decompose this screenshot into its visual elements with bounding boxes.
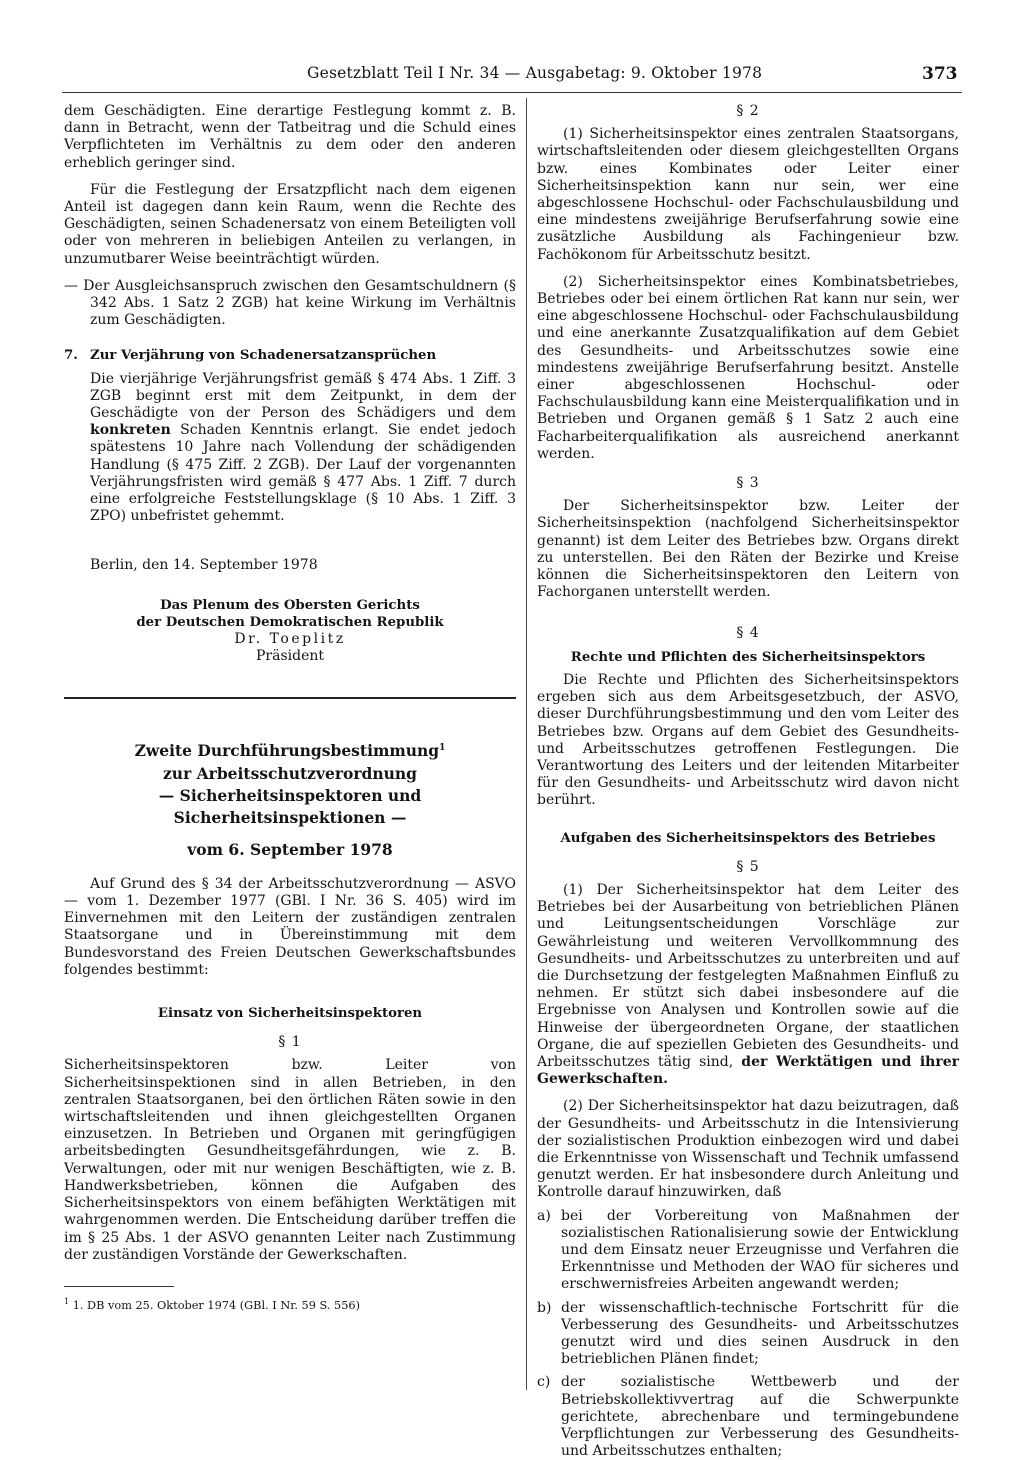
text-run: (1) Der Sicherheitsinspektor hat dem Leiter des Betriebes bei der Ausarbeitung von betrieblichen Plänen und Leitungsentscheidungen Vorschläge zur Gewährleistung und weiteren Vervollkommnung des Gesundheits- und Arbeitsschutzes zu unterbreiten und auf die Durchsetzung der festgelegten Maßnahmen Einfluß zu nehmen. Er stützt sich dabei insbesondere auf die Ergebnisse von Analysen und Kontrollen sowie auf die Hinweise der übergeordneten Organe, der staatlichen Organe, die auf speziellen Gebieten des Gesundheits- und Arbeitsschutzes tätig sind, [537, 881, 959, 1070]
list-label: c) [537, 1374, 551, 1391]
section-7-heading [64, 347, 516, 364]
heading-einsatz: Einsatz von Sicherheitsinspektoren [157, 1006, 423, 1022]
preamble: Auf Grund des § 34 der Arbeitsschutzverordnung — ASVO — vom 1. Dezember 1977 (GBl. I Nr. 36 S. 405) wird im Einvernehmen mit den Leitern der zuständigen zentralen Staatsorgane und in Übereinstimmung mit dem Bundesvorstand des Freien Deutschen Gewerkschaftsbundes folgendes bestimmt: [64, 875, 516, 978]
paragraph-5-label: § 5 [736, 858, 760, 875]
bold-run: der Werktätigen und ihrer Gewerkschaften. [537, 1053, 959, 1088]
paragraph: Die Rechte und Pflichten des Sicherheitsinspektors ergeben sich aus dem Arbeitsgesetzbuch, der ASVO, dieser Durchführungsbestimmung und den vom Leiter des Betriebes bzw. Organs auf dem Gebiet des Gesundheits- und Arbeitsschutzes getroffenen Festlegungen. Die Verantwortung des Leiters und der leitenden Mitarbeiter für den Gesundheits- und Arbeitsschutz wird davon nicht berührt. [537, 671, 959, 809]
title-line: — Sicherheitsinspektoren und [158, 785, 422, 805]
right-column [537, 103, 959, 1460]
bold-run: konkreten [90, 422, 171, 439]
paragraph [537, 882, 959, 1088]
list-label: b) [537, 1299, 552, 1316]
dash-item: — Der Ausgleichsanspruch zwischen den Gesamtschuldnern (§ 342 Abs. 1 Satz 2 ZGB) hat keine Wirkung im Verhältnis zum Geschädigten. [64, 277, 516, 329]
text-run: Die vierjährige Verjährungsfrist gemäß § 474 Abs. 1 Ziff. 3 ZGB beginnt erst mit dem Zeitpunkt, in dem der Geschädigte von der Person des Schädigers und dem [90, 370, 516, 422]
section-7-body [64, 371, 516, 526]
footnote-number: 1 [64, 1296, 70, 1306]
list-item [537, 1208, 959, 1294]
paragraph [90, 371, 516, 526]
column-divider [526, 98, 527, 1390]
list-label: a) [537, 1207, 551, 1224]
list-text: bei der Vorbereitung von Maßnahmen der sozialistischen Rationalisierung sowie der Entwicklung und dem Einsatz neuer Erzeugnisse und Verfahren die Erkenntnisse und Methoden der WAO für sicheres und erschwernisfreies Arbeiten angewandt werden; [561, 1207, 959, 1293]
text-run: Schaden Kenntnis erlangt. Sie endet jedoch spätestens 10 Jahre nach Vollendung der schädigenden Handlung (§ 475 Ziff. 2 ZGB). Der Lauf der vorgenannten Verjährungsfristen wird gemäß § 477 Abs. 1 Ziff. 7 durch eine erfolgreiche Feststellungsklage (§ 10 Abs. 1 Ziff. 3 ZPO) unbefristet gehemmt. [90, 422, 516, 525]
left-column [64, 103, 516, 1314]
title-line: Zweite Durchführungsbestimmung [134, 741, 440, 761]
paragraph: Für die Festlegung der Ersatzpflicht nach dem eigenen Anteil ist dagegen dann kein Raum, wenn die Rechte des Geschädigten, seinen Schadenersatz von einem Beteiligten voll oder von mehreren in beliebigen Anteilen zu verlangen, in unzumutbarer Weise beeinträchtigt würden. [64, 181, 516, 267]
paragraph-2-label: § 2 [736, 103, 760, 119]
section-title: Zur Verjährung von Schadenersatzansprüchen [90, 348, 437, 364]
paragraph: (2) Der Sicherheitsinspektor hat dazu beizutragen, daß der Gesundheits- und Arbeitsschutz in die Intensivierung der sozialistischen Produktion einbezogen wird und dabei die Erkenntnisse von Wissenschaft und Technik umfassend genutzt werden. Er hat insbesondere durch Anleitung und Kontrolle darauf hinzuwirken, daß [537, 1098, 959, 1201]
list-item [537, 1300, 959, 1369]
signature-line: der Deutschen Demokratischen Republik [136, 614, 444, 630]
document-date: vom 6. September 1978 [187, 839, 393, 859]
list-text: der sozialistische Wettbewerb und der Betriebskollektivvertrag auf die Schwerpunkte gerichtete, abrechenbare und termingebundene Verpflichtungen zur Verbesserung des Gesundheits- und Arbeitsschutzes enthalten; [561, 1374, 959, 1460]
section-number: 7. [64, 348, 78, 364]
paragraph-4-label: § 4 [736, 625, 760, 642]
paragraph: (2) Sicherheitsinspektor eines Kombinatsbetriebes, Betriebes oder bei einem örtlichen Rat kann nur sein, wer eine abgeschlossene Hochschul- oder Fachschulausbildung und eine anerkannte Zusatzqualifikation auf dem Gebiet des Gesundheits- und Arbeitsschutzes sowie eine mindestens zweijährige Berufserfahrung besitzt. Anstelle einer abgeschlossenen Hochschul- oder Fachschulausbildung kann eine Meisterqualifikation und in Betrieben und Organen gemäß § 1 Satz 2 auch eine Facharbeiterqualifikation als ausreichend anerkannt werden. [537, 273, 959, 462]
paragraph: (1) Sicherheitsinspektor eines zentralen Staatsorgans, wirtschaftsleitenden oder diesem gleichgestellten Organs bzw. eines Kombinates oder Leiter einer Sicherheitsinspektion kann nur sein, wer eine abgeschlossene Hochschul- oder Fachschulausbildung und eine mindestens zweijährige Berufserfahrung sowie eine zusätzliche Ausbildung als Fachingenieur bzw. Fachökonom für Arbeitsschutz besitzt. [537, 126, 959, 263]
paragraph-1-text: Sicherheitsinspektoren bzw. Leiter von Sicherheitsinspektionen sind in allen Betrieben, in den zentralen Staatsorganen, bei den örtlichen Räten sowie in den wirtschaftsleitenden und ihnen gleichgestellten Organen einzusetzen. In Betrieben und Organen mit geringfügigen arbeitsbedingten Gesundheitsgefährdungen, wie z. B. Verwaltungen, oder mit nur wenigen Beschäftigten, wie z. B. Handwerksbetrieben, können die Aufgaben des Sicherheitsinspektors von einem befähigten Werktätigen mit wahrgenommen werden. Die Entscheidung darüber treffen die im § 25 Abs. 1 der ASVO genannten Leiter nach Zustimmung der zuständigen Vorstände der Gewerkschaften. [64, 1057, 516, 1263]
section-separator [64, 697, 516, 699]
footnote-marker: 1 [439, 743, 446, 754]
paragraph: dem Geschädigten. Eine derartige Festlegung kommt z. B. dann in Betracht, wenn der Tatbeitrag und die Schuld eines Verpflichteten im Verhältnis zu dem oder den anderen erheblich geringer sind. [64, 103, 516, 171]
heading-aufgaben: Aufgaben des Sicherheitsinspektors des Betriebes [560, 830, 936, 846]
signatory-name: Dr. Toeplitz [234, 631, 346, 648]
running-header: Gesetzblatt Teil I Nr. 34 — Ausgabetag: 9. Oktober 1978 [307, 64, 763, 82]
signatory-role: Präsident [255, 648, 324, 665]
heading-rechte: Rechte und Pflichten des Sicherheitsinspektors [570, 649, 926, 665]
title-line: zur Arbeitsschutzverordnung [163, 763, 417, 783]
footnote-text: 1. DB vom 25. Oktober 1974 (GBl. I Nr. 59 S. 556) [72, 1298, 361, 1312]
paragraph-1-label: § 1 [278, 1034, 302, 1051]
header-rule [62, 92, 962, 93]
paragraph-3-label: § 3 [736, 475, 760, 492]
list-text: der wissenschaftlich-technische Fortschritt für die Verbesserung des Gesundheits- und Arbeitsschutzes genutzt wird und dies seinen Ausdruck in den betrieblichen Plänen findet; [561, 1299, 959, 1368]
paragraph: Der Sicherheitsinspektor bzw. Leiter der Sicherheitsinspektion (nachfolgend Sicherheitsinspektor genannt) ist dem Leiter des Betriebes bzw. Organs direkt zu unterstellen. Bei den Räten der Bezirke und Kreise können die Sicherheitsinspektoren den Leitern von Fachorganen unterstellt werden. [537, 498, 959, 601]
page-number: 373 [922, 64, 958, 84]
document-title [64, 737, 516, 828]
footnote [64, 1293, 516, 1314]
title-line: Sicherheitsinspektionen — [173, 807, 407, 827]
footnote-rule [64, 1286, 174, 1287]
signature-block [64, 597, 516, 666]
list-item [537, 1374, 959, 1460]
place-date: Berlin, den 14. September 1978 [90, 557, 318, 574]
signature-line: Das Plenum des Obersten Gerichts [160, 597, 420, 613]
